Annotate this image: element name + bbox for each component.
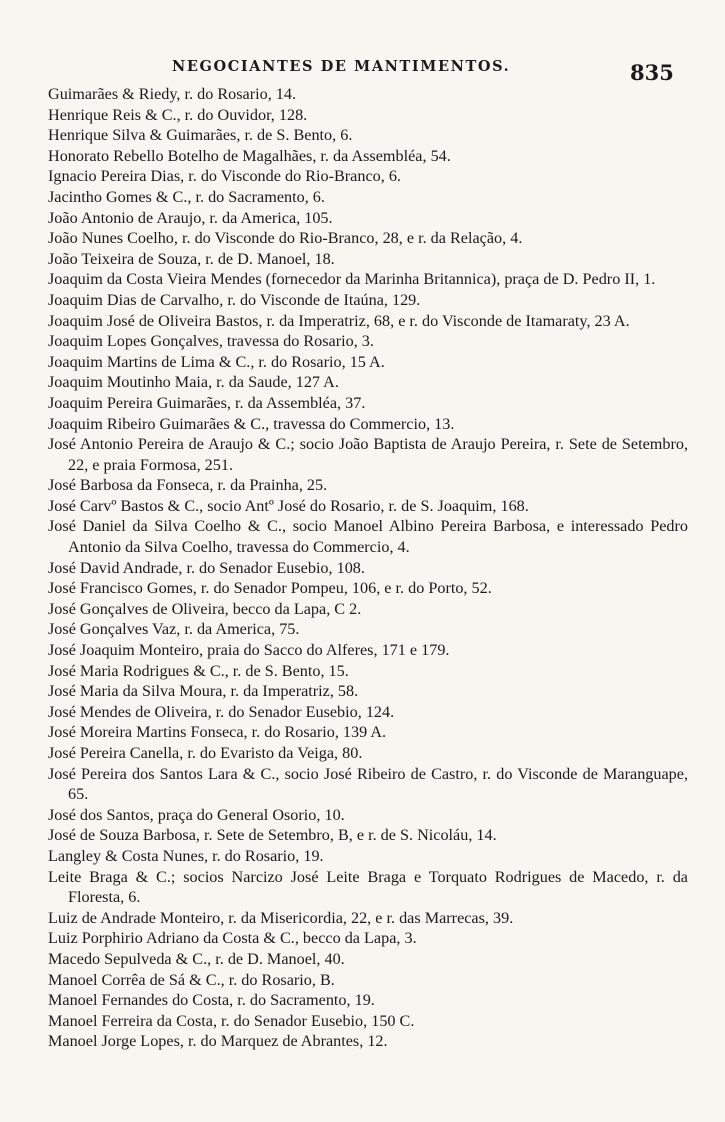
directory-entry: José Barbosa da Fonseca, r. da Prainha, 25.	[48, 476, 328, 495]
directory-entry: José Gonçalves Vaz, r. da America, 75.	[48, 620, 300, 639]
directory-entry: Ignacio Pereira Dias, r. do Visconde do Rio-Branco, 6.	[48, 167, 401, 186]
directory-entry: Manoel Corrêa de Sá & C., r. do Rosario, B.	[48, 970, 335, 989]
directory-entry: Manoel Fernandes do Costa, r. do Sacramento, 19.	[48, 991, 375, 1010]
directory-entry: José Pereira Canella, r. do Evaristo da Veiga, 80.	[48, 744, 363, 762]
directory-entry: Joaquim da Costa Vieira Mendes (fornecedor da Marinha Britannica), praça de D. Pedro II, 1.	[48, 270, 656, 289]
directory-entry: José dos Santos, praça do General Osorio, 10.	[48, 805, 345, 824]
directory-entry: Joaquim Dias de Carvalho, r. do Visconde de Itaúna, 129.	[48, 290, 421, 309]
directory-entry: José Pereira dos Santos Lara & C., socio José Ribeiro de Castro, r. do Visconde de Maranguape, 65.	[48, 764, 688, 804]
directory-entry: Joaquim Pereira Guimarães, r. da Assembléa, 37.	[48, 393, 366, 412]
directory-entry: Henrique Silva & Guimarães, r. de S. Bento, 6.	[48, 126, 353, 145]
page-header	[0, 52, 725, 85]
directory-entry: Joaquim Martins de Lima & C., r. do Rosario, 15 A.	[48, 352, 385, 371]
directory-entry: Macedo Sepulveda & C., r. de D. Manoel, 40.	[48, 949, 345, 968]
directory-entry: João Teixeira de Souza, r. de D. Manoel, 18.	[48, 249, 335, 268]
directory-entry: José de Souza Barbosa, r. Sete de Setembro, B, e r. de S. Nicoláu, 14.	[48, 826, 497, 845]
directory-entry: João Antonio de Araujo, r. da America, 105.	[48, 208, 333, 227]
directory-entry: Manoel Jorge Lopes, r. do Marquez de Abrantes, 12.	[48, 1032, 388, 1051]
directory-entry: José Gonçalves de Oliveira, becco da Lapa, C 2.	[48, 599, 362, 618]
directory-entry: Luiz Porphirio Adriano da Costa & C., becco da Lapa, 3.	[48, 929, 417, 948]
directory-entry: Manoel Ferreira da Costa, r. do Senador Eusebio, 150 C.	[48, 1011, 415, 1030]
directory-entry: José Joaquim Monteiro, praia do Sacco do Alferes, 171 e 179.	[48, 641, 450, 660]
page-number: 835	[630, 60, 674, 85]
directory-entry: José Maria Rodrigues & C., r. de S. Bento, 15.	[48, 661, 349, 680]
directory-entry: Henrique Reis & C., r. do Ouvidor, 128.	[48, 105, 308, 124]
directory-entry: José Carvº Bastos & C., socio Antº José do Rosario, r. de S. Joaquim, 168.	[48, 496, 529, 515]
directory-entry: Luiz de Andrade Monteiro, r. da Misericordia, 22, e r. das Marrecas, 39.	[48, 908, 514, 927]
directory-entry: Joaquim José de Oliveira Bastos, r. da Imperatriz, 68, e r. do Visconde de Itamaraty, 23 A.	[48, 311, 630, 330]
directory-entry: José Daniel da Silva Coelho & C., socio Manoel Albino Pereira Barbosa, e interessado Pedro Antonio da Silva Coelho, travessa do Commercio, 4.	[48, 517, 688, 557]
directory-entry: José David Andrade, r. do Senador Eusebio, 108.	[48, 558, 365, 577]
directory-entry: Jacintho Gomes & C., r. do Sacramento, 6.	[48, 187, 325, 206]
directory-entry: Langley & Costa Nunes, r. do Rosario, 19.	[48, 846, 324, 865]
directory-entry: José Maria da Silva Moura, r. da Imperatriz, 58.	[48, 682, 359, 701]
directory-entry: Joaquim Ribeiro Guimarães & C., travessa do Commercio, 13.	[48, 414, 455, 433]
directory-entry: José Moreira Martins Fonseca, r. do Rosario, 139 A.	[48, 723, 387, 742]
directory-entry: Joaquim Lopes Gonçalves, travessa do Rosario, 3.	[48, 332, 374, 351]
directory-entry: José Mendes de Oliveira, r. do Senador Eusebio, 124.	[48, 702, 395, 721]
directory-entry: Joaquim Moutinho Maia, r. da Saude, 127 A.	[48, 373, 339, 392]
running-title: NEGOCIANTES DE MANTIMENTOS.	[172, 58, 511, 75]
directory-entry: Leite Braga & C.; socios Narcizo José Leite Braga e Torquato Rodrigues de Macedo, r. da Floresta, 6.	[48, 867, 688, 907]
merchant-entries	[48, 84, 688, 1052]
directory-entry: José Francisco Gomes, r. do Senador Pompeu, 106, e r. do Porto, 52.	[48, 579, 492, 598]
directory-entry: José Antonio Pereira de Araujo & C.; socio João Baptista de Araujo Pereira, r. Sete de Setembro, 22, e praia Formosa, 251.	[48, 435, 688, 474]
directory-entry: Guimarães & Riedy, r. do Rosario, 14.	[48, 85, 297, 103]
directory-entry: Honorato Rebello Botelho de Magalhães, r. da Assembléa, 54.	[48, 146, 451, 165]
directory-entry: João Nunes Coelho, r. do Visconde do Rio-Branco, 28, e r. da Relação, 4.	[48, 229, 523, 248]
